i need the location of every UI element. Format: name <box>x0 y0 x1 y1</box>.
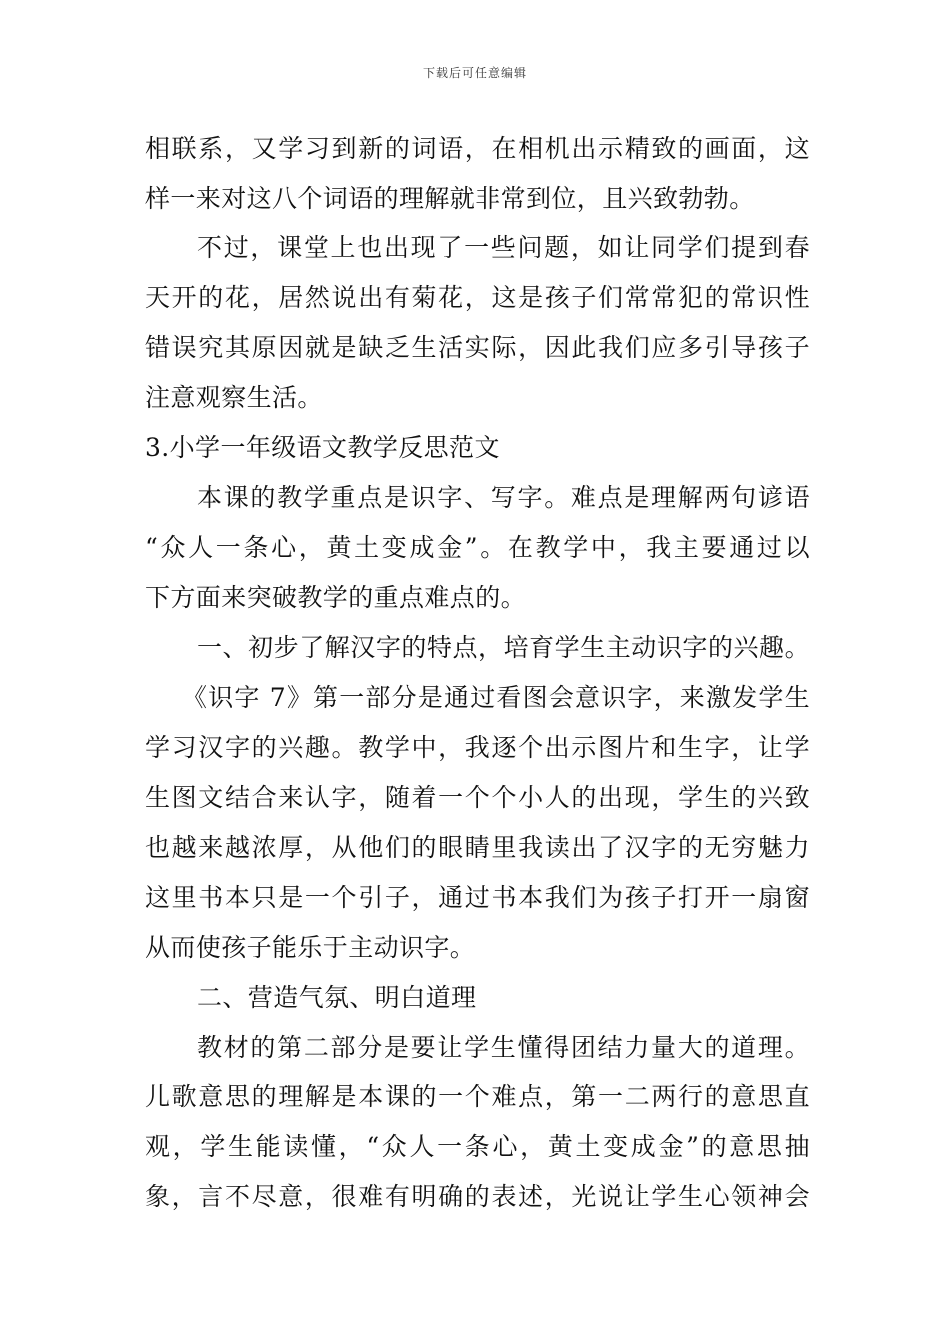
text-line: 观，学生能读懂，“众人一条心，黄土变成金”的意思抽 <box>145 1132 810 1161</box>
text-line: 儿歌意思的理解是本课的一个难点，第一二两行的意思直 <box>145 1082 810 1111</box>
text-line: 本课的教学重点是识字、写字。难点是理解两句谚语 <box>197 483 810 512</box>
text-line: 《识字 7》第一部分是通过看图会意识字，来激发学生 <box>182 683 810 712</box>
text-line: 下方面来突破教学的重点难点的。 <box>145 583 527 612</box>
text-line: 相联系，又学习到新的词语，在相机出示精致的画面，这 <box>145 134 810 163</box>
text-line: 一、初步了解汉字的特点，培育学生主动识字的兴趣。 <box>197 633 810 662</box>
text-line: 注意观察生活。 <box>145 383 323 412</box>
text-line: 错误究其原因就是缺乏生活实际，因此我们应多引导孩子 <box>145 333 810 362</box>
text-line: 二、营造气氛、明白道理 <box>197 983 477 1012</box>
text-line: 教材的第二部分是要让学生懂得团结力量大的道理。 <box>197 1033 810 1062</box>
text-line: 不过，课堂上也出现了一些问题，如让同学们提到春 <box>197 233 810 262</box>
text-line: 学习汉字的兴趣。教学中，我逐个出示图片和生字，让学 <box>145 733 810 762</box>
text-line: 样一来对这八个词语的理解就非常到位，且兴致勃勃。 <box>145 184 755 213</box>
text-line: 生图文结合来认字，随着一个个小人的出现，学生的兴致 <box>145 783 810 812</box>
section-heading: 3.小学一年级语文教学反思范文 <box>145 433 500 462</box>
text-line: 这里书本只是一个引子，通过书本我们为孩子打开一扇窗 <box>145 883 810 912</box>
text-line: 从而使孩子能乐于主动识字。 <box>145 933 476 962</box>
text-line: 天开的花，居然说出有菊花，这是孩子们常常犯的常识性 <box>145 283 810 312</box>
text-line: “众人一条心，黄土变成金”。在教学中，我主要通过以 <box>145 533 810 562</box>
page-header: 下载后可任意编辑 <box>422 66 527 80</box>
text-line: 象，言不尽意，很难有明确的表述，光说让学生心领神会 <box>145 1182 810 1211</box>
text-line: 也越来越浓厚，从他们的眼睛里我读出了汉字的无穷魅力 <box>145 833 810 862</box>
